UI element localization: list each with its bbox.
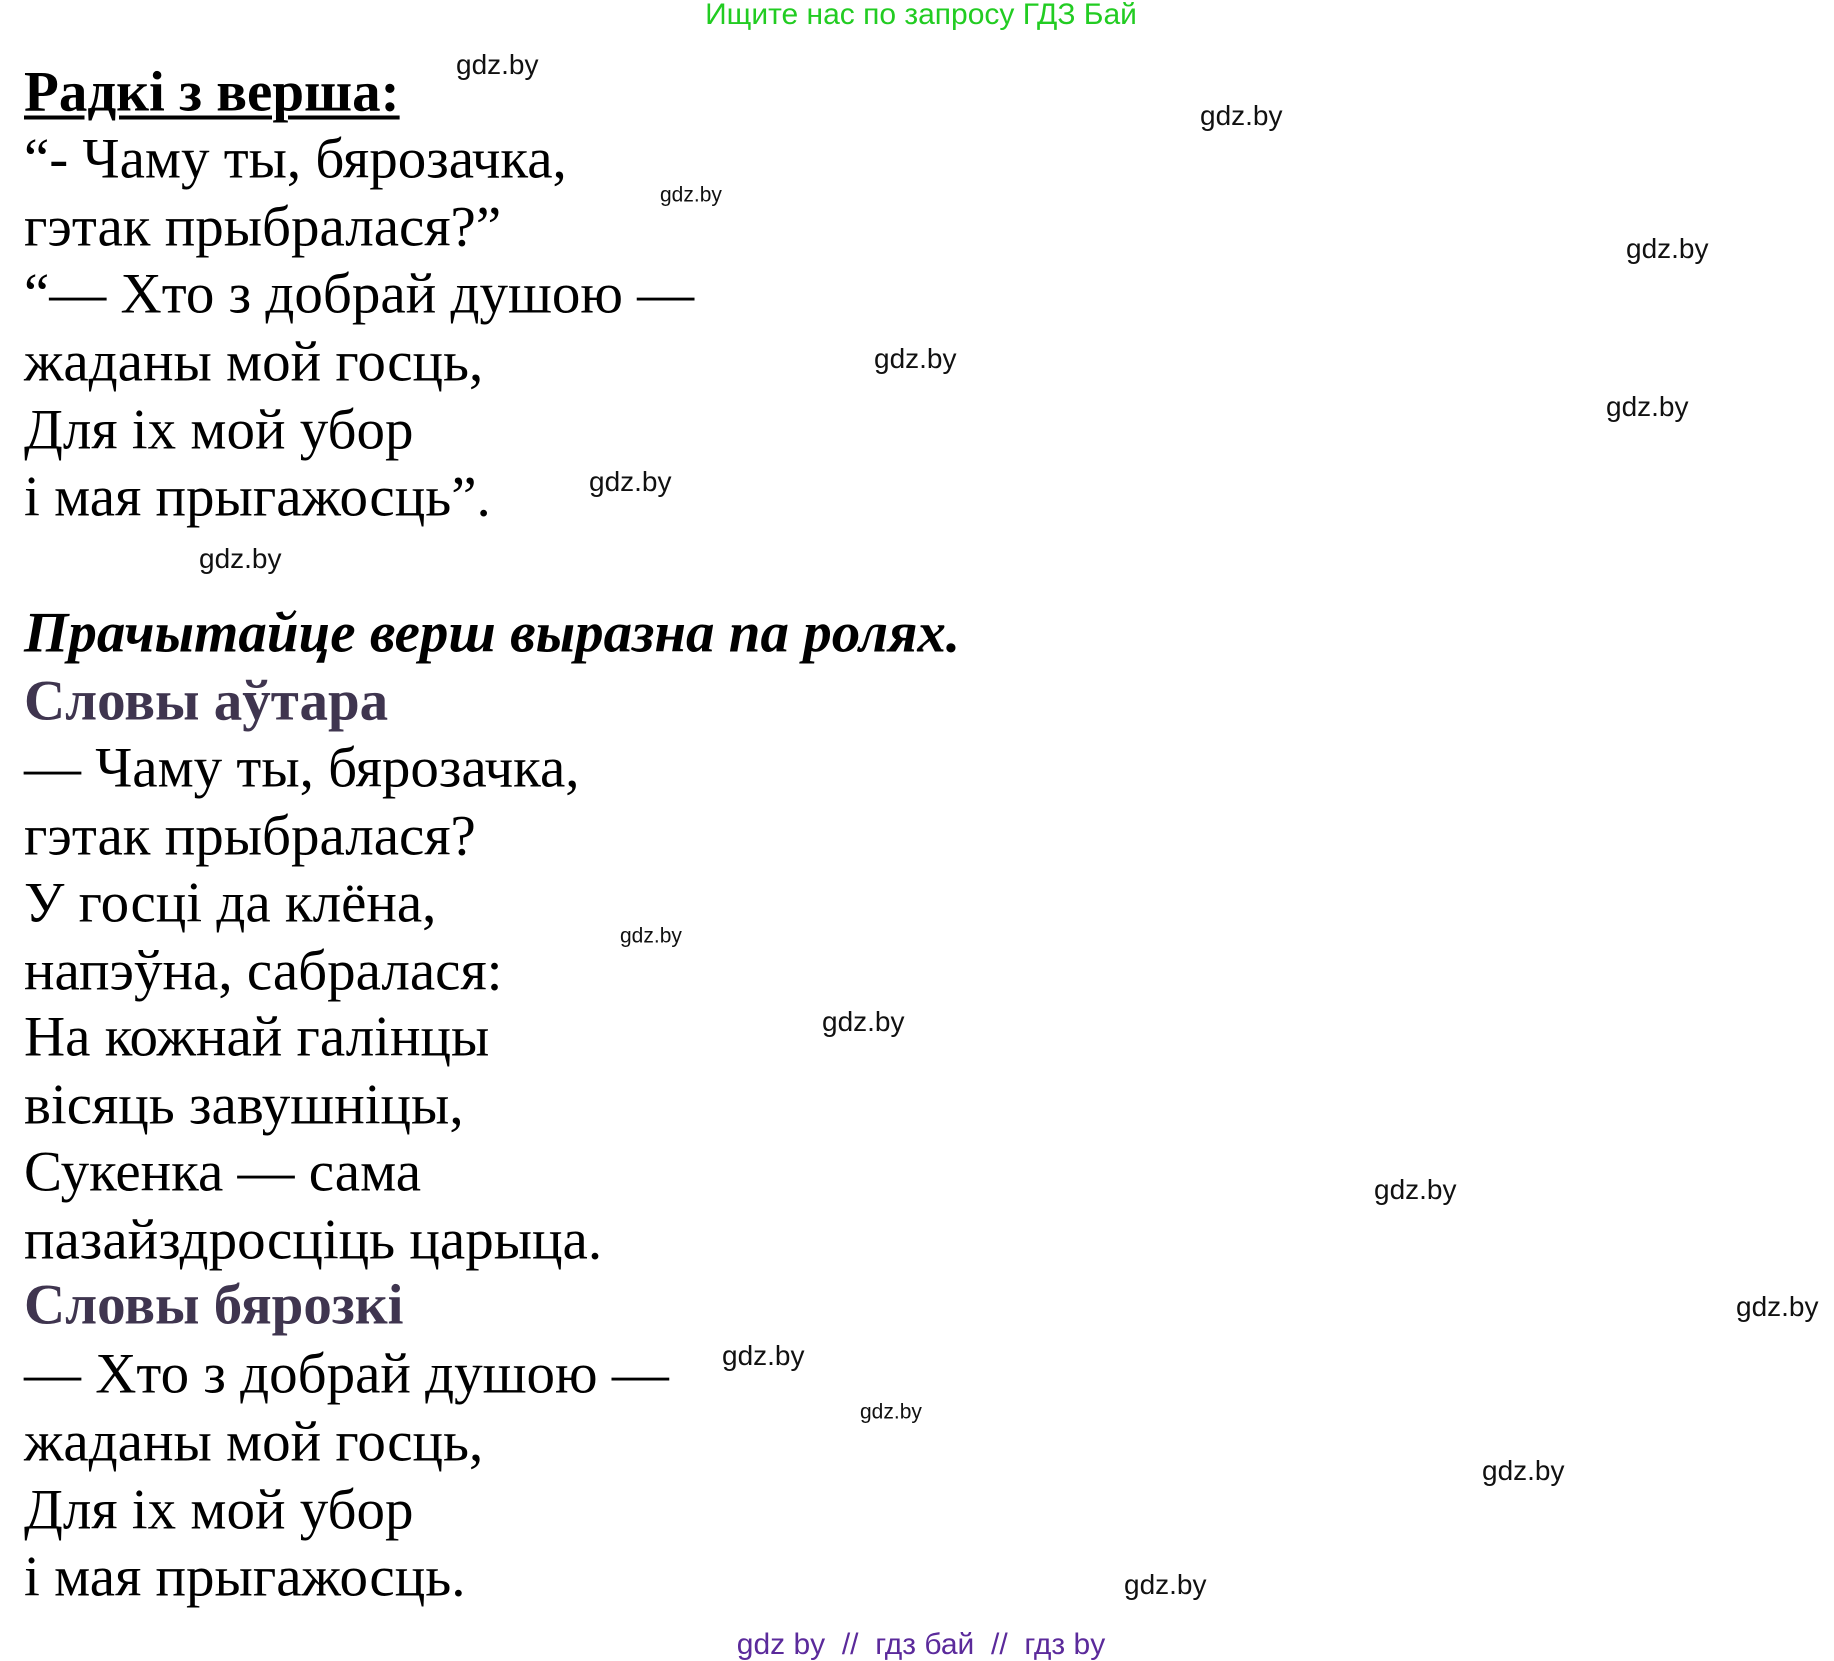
instruction: Прачытайце верш выразна па ролях.	[24, 601, 961, 665]
watermark: gdz.by	[1374, 1174, 1457, 1205]
verse-line: — Чаму ты, бярозачка,	[24, 736, 580, 800]
role-heading-author: Словы аўтара	[24, 669, 389, 733]
watermark: gdz.by	[1606, 391, 1689, 422]
verse-line: Для іх мой убор	[24, 398, 414, 462]
watermark: gdz.by	[620, 924, 682, 948]
verse-line: Для іх мой убор	[24, 1478, 414, 1542]
verse-line: На кожнай галінцы	[24, 1005, 490, 1069]
verse-line: гэтак прыбралася?”	[24, 195, 502, 259]
watermark: gdz.by	[456, 49, 539, 80]
verse-line: жаданы мой госць,	[24, 1410, 484, 1474]
verse-line: жаданы мой госць,	[24, 330, 484, 394]
verse-line: “— Хто з добрай душою —	[24, 262, 695, 326]
watermark: gdz.by	[874, 343, 957, 374]
watermark: gdz.by	[722, 1340, 805, 1371]
watermark: gdz.by	[660, 183, 722, 207]
watermark: gdz.by	[1124, 1569, 1207, 1600]
verse-line: гэтак прыбралася?	[24, 804, 476, 868]
verse-line: і мая прыгажосць.	[24, 1545, 466, 1609]
verse-line: “- Чаму ты, бярозачка,	[24, 127, 567, 191]
watermark: gdz.by	[860, 1400, 922, 1424]
role-heading-birch: Словы бярозкі	[24, 1273, 404, 1337]
footer-links: gdz by // гдз бай // гдз by	[736, 1628, 1106, 1661]
verse-line: пазайздросціць царыца.	[24, 1208, 603, 1272]
verse-line: вісяць завушніцы,	[24, 1073, 464, 1137]
watermark: gdz.by	[1200, 100, 1283, 131]
verse-line: і мая прыгажосць”.	[24, 465, 491, 529]
verse-line: У госці да клёна,	[24, 871, 437, 935]
verse-line: — Хто з добрай душою —	[24, 1342, 669, 1406]
verse-line: Сукенка — сама	[24, 1140, 422, 1204]
watermark: gdz.by	[1626, 233, 1709, 264]
watermark: gdz.by	[1736, 1291, 1819, 1322]
watermark: gdz.by	[822, 1006, 905, 1037]
watermark: gdz.by	[589, 466, 672, 497]
search-banner: Ищите нас по запросу ГДЗ Бай	[705, 0, 1137, 31]
watermark: gdz.by	[199, 543, 282, 574]
verse-line: напэўна, сабралася:	[24, 939, 503, 1003]
watermark: gdz.by	[1482, 1455, 1565, 1486]
section-heading: Радкі з верша:	[24, 60, 400, 124]
